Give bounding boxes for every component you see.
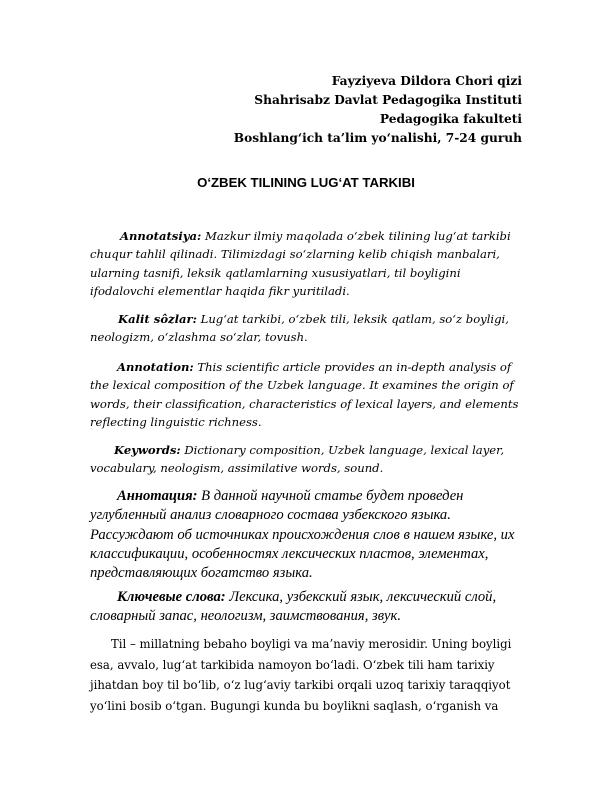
annotation-uzbek-text: Mazkur ilmiy maqolada o‘zbek tilining lug‘at tarkibi chuqur tahlil qilinadi. Tilimizdagi so‘zlarning kelib chiqish manbalari, ularning tasnifi, leksik qatlamlarning xususiyatlari, til boyligini ifodalovchi elementlar haqida fikr yuritiladi. (90, 229, 511, 299)
keywords-russian-label: Ключевые слова: (117, 589, 226, 605)
keywords-uzbek-label: Kalit sôzlar: (118, 312, 197, 326)
author-institute: Shahrisabz Davlat Pedagogika Instituti (254, 93, 522, 107)
keywords-english-label: Keywords: (114, 443, 181, 457)
annotation-russian (90, 487, 522, 583)
keywords-english-text: Dictionary composition, Uzbek language, lexical layer, vocabulary, neologism, assimilative words, sound. (90, 443, 505, 476)
annotation-russian-label: Аннотация: (117, 488, 198, 504)
annotation-english-label: Annotation: (117, 360, 194, 374)
keywords-uzbek (90, 310, 522, 347)
annotation-english-text: This scientific article provides an in-depth analysis of the lexical composition of the Uzbek language. It examines the origin of words, their classification, characteristics of lexical layers, and elements reflecting linguistic richness. (90, 360, 519, 430)
keywords-uzbek-text: Lug‘at tarkibi, o‘zbek tili, leksik qatlam, so‘z boyligi, neologizm, o‘zlashma so‘zlar, tovush. (90, 312, 509, 345)
author-faculty: Pedagogika fakulteti (379, 112, 522, 126)
annotation-uzbek-label: Annotatsiya: (120, 229, 202, 243)
annotation-russian-text: В данной научной статье будет проведен углубленный анализ словарного состава узбекского языка. Рассуждают об источниках происхождения слов в нашем языке, их классификации, особенностях лексических пластов, элементах, представляющих богатство языка. (90, 488, 515, 582)
keywords-russian (90, 588, 522, 627)
annotation-uzbek (90, 227, 522, 301)
author-name: Fayziyeva Dildora Chori qizi (331, 74, 522, 88)
paper-title: O‘ZBEK TILINING LUG‘AT TARKIBI (197, 175, 415, 190)
author-group: Boshlang‘ich ta’lim yo‘nalishi, 7-24 guruh (233, 131, 522, 145)
keywords-english (90, 441, 522, 478)
annotation-english (90, 358, 522, 432)
author-block (234, 72, 522, 148)
keywords-russian-text: Лексика, узбекский язык, лексический слой, словарный запас, неологизм, заимствования, звук. (90, 589, 497, 625)
body-paragraph: Til – millatning bebaho boyligi va ma’naviy merosidir. Uning boyligi esa, avvalo, lug‘at tarkibida namoyon bo‘ladi. O‘zbek tili ham tarixiy jihatdan boy til bo‘lib, o‘z lug‘aviy tarkibi orqali uzoq tarixiy taraqqiyot yo‘lini bosib o‘tgan. Bugungi kunda bu boylikni saqlash, o‘rganish va (90, 637, 512, 713)
